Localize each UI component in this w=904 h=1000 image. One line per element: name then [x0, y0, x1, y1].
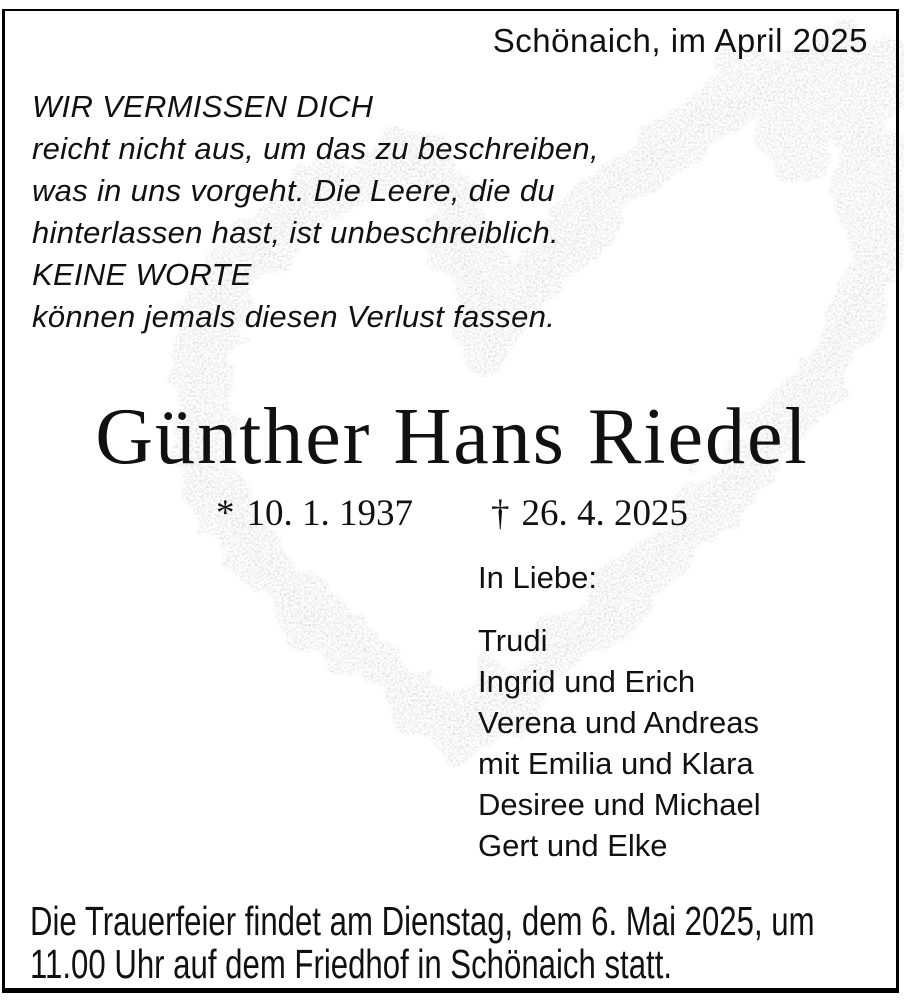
born-symbol: *: [216, 493, 235, 534]
epigraph-line: was in uns vorgeht. Die Leere, die du: [32, 173, 555, 208]
funeral-info-line: Die Trauerfeier findet am Dienstag, dem 6. Mai 2025, um: [30, 898, 815, 944]
funeral-info-line: 11.00 Uhr auf dem Friedhof in Schönaich statt.: [30, 941, 673, 987]
birth-date-value: 10. 1. 1937: [246, 493, 413, 534]
epigraph-line: hinterlassen hast, ist unbeschreiblich.: [32, 215, 559, 250]
mourner-name: Desiree und Michael: [478, 787, 761, 822]
death-date-value: 26. 4. 2025: [521, 493, 688, 534]
mourner-name: Trudi: [478, 623, 548, 658]
epigraph-line: reicht nicht aus, um das zu beschreiben,: [32, 131, 599, 166]
death-date: [491, 493, 688, 534]
life-dates: [0, 492, 904, 535]
epigraph-line: können jemals diesen Verlust fassen.: [32, 299, 556, 334]
mourner-name: Verena und Andreas: [478, 705, 759, 740]
dateline: Schönaich, im April 2025: [492, 22, 868, 59]
epigraph-line: KEINE WORTE: [32, 257, 252, 292]
mourners-list: [478, 620, 761, 866]
deceased-name: Günther Hans Riedel: [95, 393, 809, 481]
mourner-name: Ingrid und Erich: [478, 664, 696, 699]
epigraph: [32, 86, 599, 338]
funeral-info: [30, 900, 904, 986]
mourner-name: mit Emilia und Klara: [478, 746, 754, 781]
epigraph-line: WIR VERMISSEN DICH: [32, 89, 374, 124]
closing-phrase: In Liebe:: [478, 560, 597, 595]
birth-date: [216, 493, 413, 534]
mourner-name: Gert und Elke: [478, 828, 668, 863]
died-symbol: †: [491, 493, 510, 534]
